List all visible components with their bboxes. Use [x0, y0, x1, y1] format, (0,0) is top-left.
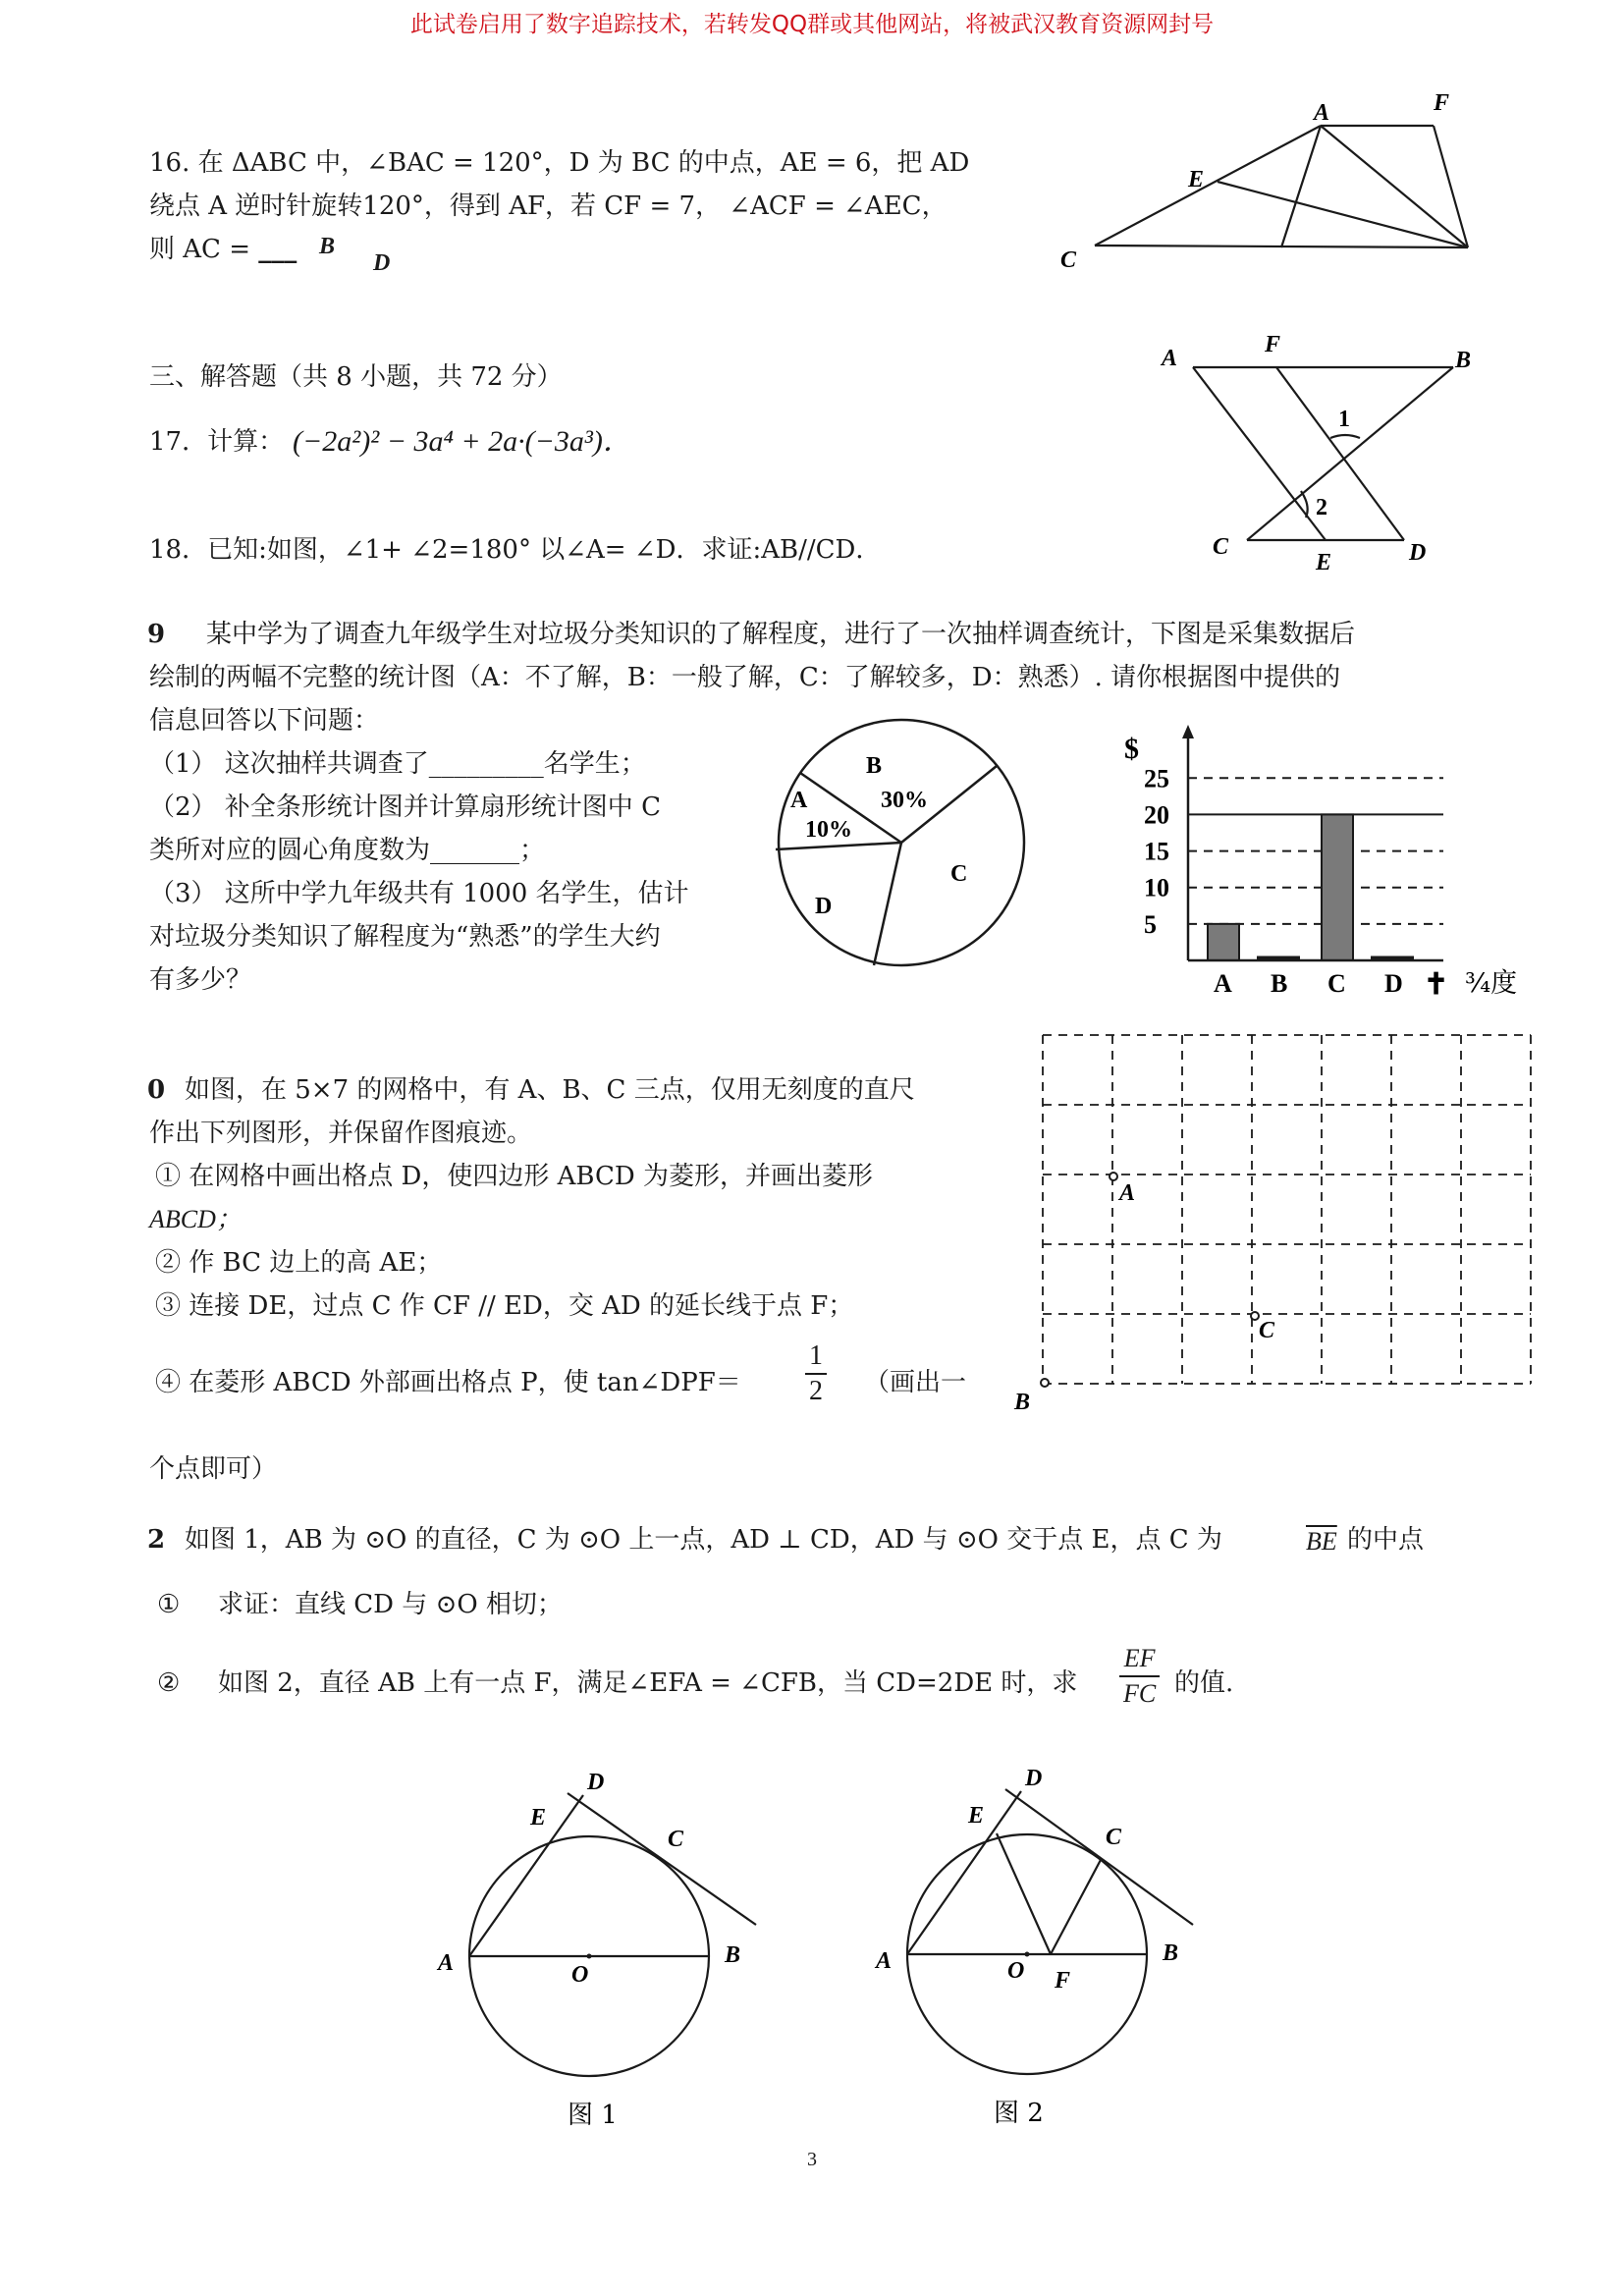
q21-part2-number: ②	[157, 1668, 181, 1698]
fig1-label-o: O	[571, 1962, 589, 1988]
fig2-label-c: C	[1106, 1825, 1122, 1850]
pie-label-d: D	[815, 894, 833, 919]
fig2-label-o: O	[1007, 1958, 1025, 1984]
bar-x-label: ¾度	[1465, 968, 1518, 999]
fig1-label-c: C	[668, 1827, 684, 1852]
q18-label-angle2: 2	[1316, 495, 1327, 520]
fig1-label-d: D	[587, 1770, 605, 1795]
fig1-label-e: E	[530, 1805, 547, 1831]
q19-part3c: 有多少？	[149, 965, 252, 995]
bar-tick-label-15: 15	[1144, 837, 1169, 866]
fig2-line-ef	[997, 1833, 1051, 1954]
fig2-label-f: F	[1055, 1968, 1071, 1994]
q17-expression: (−2a²)² − 3a⁴ + 2a·(−3a³)．	[293, 425, 632, 458]
q21-part1: 求证：直线 CD 与 ⊙O 相切；	[218, 1590, 563, 1619]
q20-part2: ② 作 BC 边上的高 AE；	[155, 1248, 443, 1278]
q19-line3: 信息回答以下问题：	[149, 706, 380, 736]
q19-part2a: （2） 补全条形统计图并计算扇形统计图中 C	[149, 792, 661, 822]
q18-label-b: B	[1455, 348, 1472, 373]
q16-line1: 16. 在 ΔABC 中，∠BAC = 120°，D 为 BC 的中点，AE = 6，把 AD	[149, 148, 970, 178]
fig2-caption: 图 2	[994, 2099, 1044, 2128]
q18-label-c: C	[1213, 534, 1229, 560]
q20-part4b: （画出一	[864, 1368, 967, 1397]
q16-label-a: A	[1314, 100, 1330, 126]
fig2-label-e: E	[968, 1803, 985, 1829]
bar-x-cross: ✝	[1424, 968, 1449, 1001]
section-title: 三、解答题（共 8 小题，共 72 分）	[149, 362, 563, 392]
bar-y-label: $	[1124, 733, 1139, 765]
fig2-label-a: A	[876, 1948, 893, 1974]
q18-label-e: E	[1316, 550, 1332, 575]
q19-part1: （1） 这次抽样共调查了_________名学生；	[149, 749, 646, 779]
q16-answer-blank[interactable]: ___	[258, 235, 298, 264]
bar-category-c: C	[1327, 969, 1346, 998]
q17-label: 17．计算：	[149, 427, 285, 457]
pie-pct-b: 30%	[881, 788, 928, 813]
bar-category-b: B	[1271, 969, 1288, 998]
q21-fraction-denominator: FC	[1123, 1679, 1157, 1708]
q21-arc-be: $\overline{BE}$	[1306, 1527, 1337, 1556]
watermark-banner: 此试卷启用了数字追踪技术，若转发QQ群或其他网站，将被武汉教育资源网封号	[409, 12, 1215, 37]
grid-label-a: A	[1119, 1180, 1136, 1206]
q20-fraction-numerator: 1	[805, 1339, 827, 1375]
q21-part2b: 的值.	[1174, 1668, 1234, 1698]
q16-label-e: E	[1188, 167, 1205, 192]
q16-label-f: F	[1434, 90, 1450, 116]
fig1-caption: 图 1	[568, 2101, 618, 2130]
q21-number: 2	[147, 1525, 166, 1555]
q16-stray-label-d: D	[373, 250, 391, 276]
q20-part1a: ① 在网格中画出格点 D，使四边形 ABCD 为菱形，并画出菱形	[155, 1162, 874, 1191]
fig2-label-b: B	[1163, 1940, 1179, 1966]
q20-part1b: ABCD；	[149, 1205, 242, 1233]
pie-label-c: C	[950, 861, 968, 887]
q21-fraction-numerator: EF	[1119, 1642, 1160, 1677]
q18-label-a: A	[1162, 346, 1178, 371]
q21-line1b: 的中点	[1347, 1525, 1425, 1555]
bar-tick-label-5: 5	[1144, 909, 1157, 939]
q19-line2: 绘制的两幅不完整的统计图（A：不了解，B：一般了解，C：了解较多，D：熟悉）. 请你根据图中提供的	[149, 663, 1341, 692]
q21-part1-number: ①	[157, 1590, 181, 1619]
fig1-label-b: B	[725, 1942, 741, 1968]
q20-part4c: 个点即可）	[149, 1454, 278, 1484]
q18-label-angle1: 1	[1338, 407, 1350, 432]
q21-part2a: 如图 2，直径 AB 上有一点 F，满足∠EFA = ∠CFB，当 CD=2DE 时，求	[218, 1668, 1078, 1698]
pie-pct-a: 10%	[805, 817, 852, 843]
q19-part2b: 类所对应的圆心角度数为_______；	[149, 836, 546, 865]
q16-line2: 绕点 A 逆时针旋转120°，得到 AF，若 CF = 7， ∠ACF = ∠AEC，	[149, 191, 947, 221]
grid-label-b: B	[1014, 1390, 1031, 1415]
q20-part4a: ④ 在菱形 ABCD 外部画出格点 P，使 tan∠DPF＝	[155, 1368, 741, 1397]
bar-tick-label-25: 25	[1144, 764, 1169, 793]
fig2-line-fc	[1051, 1858, 1102, 1954]
q18-statement: 18．已知:如图，∠1+ ∠2=180° 以∠A= ∠D．求证:AB//CD．	[149, 535, 882, 565]
q20-number: 0	[147, 1075, 166, 1105]
q19-part3b: 对垃圾分类知识了解程度为“熟悉”的学生大约	[149, 922, 661, 952]
bar-tick-label-20: 20	[1144, 800, 1169, 830]
q19-line1: 某中学为了调查九年级学生对垃圾分类知识的了解程度，进行了一次抽样调查统计，下图是采集数据后	[206, 620, 1356, 649]
q20-line1: 如图，在 5×7 的网格中，有 A、B、C 三点，仅用无刻度的直尺	[185, 1075, 915, 1105]
page-number: 3	[807, 2149, 817, 2170]
grid-label-c: C	[1259, 1318, 1275, 1343]
bar-category-d: D	[1384, 969, 1403, 998]
q18-label-d: D	[1409, 540, 1427, 566]
q20-part3: ③ 连接 DE，过点 C 作 CF // ED，交 AD 的延长线于点 F；	[155, 1291, 854, 1321]
bar-category-a: A	[1214, 969, 1232, 998]
q20-fraction-denominator: 2	[809, 1376, 823, 1406]
pie-label-a: A	[790, 788, 808, 813]
q16-answer-prompt: 则 AC =	[149, 235, 250, 264]
fig2-label-d: D	[1025, 1766, 1043, 1791]
pie-label-b: B	[866, 753, 883, 779]
q16-label-c: C	[1060, 247, 1077, 273]
q18-label-f: F	[1265, 332, 1281, 357]
q21-line1a: 如图 1，AB 为 ⊙O 的直径，C 为 ⊙O 上一点，AD ⊥ CD，AD 与 ⊙O 交于点 E，点 C 为	[185, 1525, 1222, 1555]
fig2-line-ad	[907, 1791, 1021, 1954]
q20-line2: 作出下列图形，并保留作图痕迹。	[149, 1119, 533, 1148]
q16-stray-label-b: B	[319, 234, 336, 259]
fig1-label-a: A	[438, 1950, 455, 1976]
q19-number: 9	[147, 620, 166, 649]
q19-part3a: （3） 这所中学九年级共有 1000 名学生，估计	[149, 879, 689, 908]
fig2-center-dot	[1025, 1952, 1030, 1957]
fig2-tangent-line	[1005, 1789, 1193, 1925]
bar-tick-label-10: 10	[1144, 873, 1169, 902]
